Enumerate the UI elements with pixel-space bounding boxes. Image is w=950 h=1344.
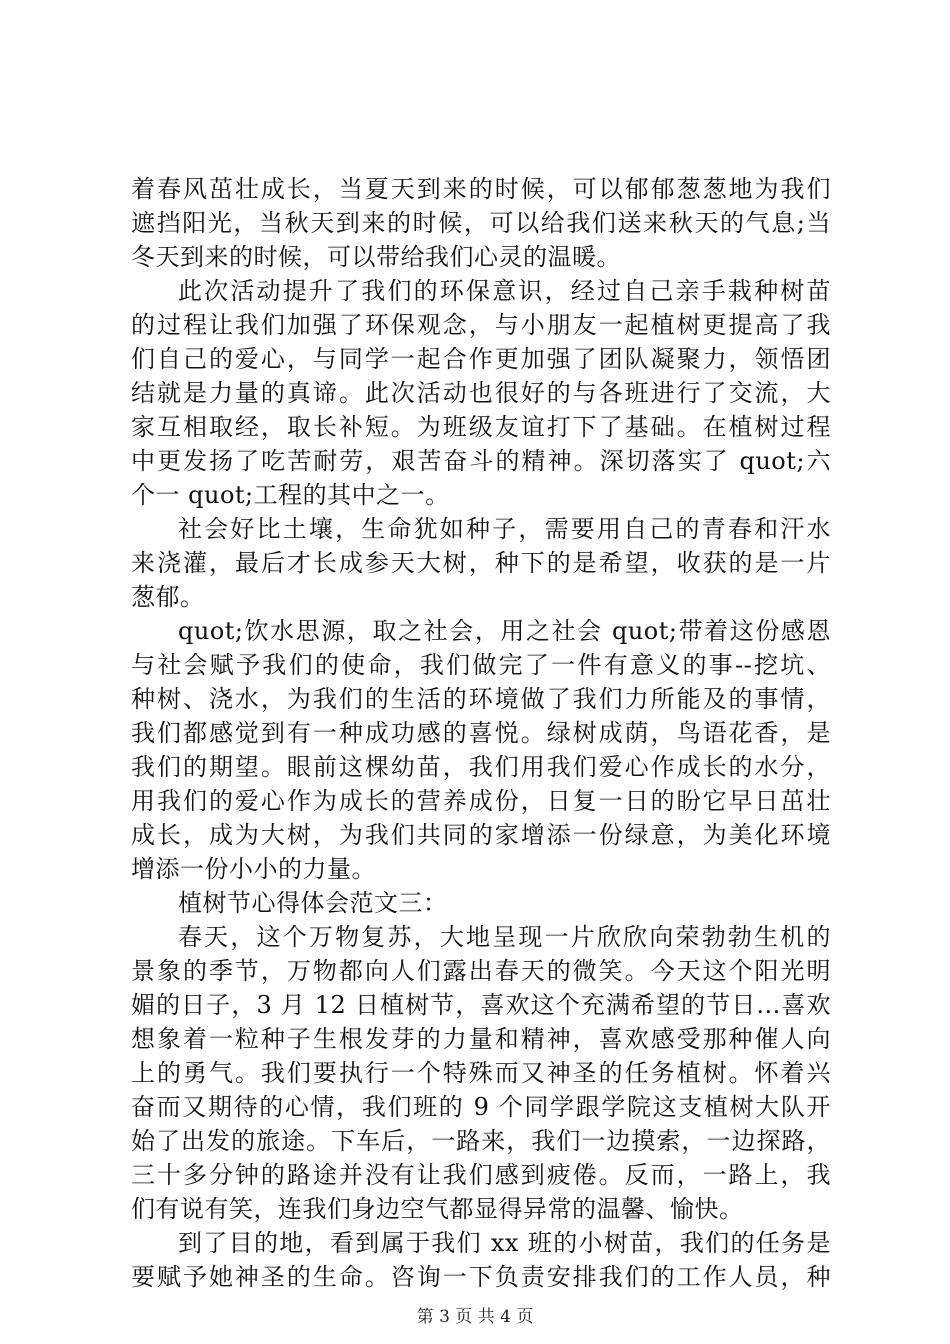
- paragraph-first-line: 此次活动提升了我们的环保意识，经过自己亲手栽种树苗: [178, 277, 831, 305]
- text-line: 用我们的爱心作为成长的营养成份，日复一日的盼它早日茁壮: [131, 787, 831, 815]
- section-heading: 植树节心得体会范文三：: [178, 889, 448, 917]
- page-footer: 第 3 页 共 4 页: [416, 1307, 534, 1327]
- text-line: 结就是力量的真谛。此次活动也很好的与各班进行了交流，大: [131, 379, 831, 407]
- text-line: 想象着一粒种子生根发芽的力量和精神，喜欢感受那种催人向: [131, 1025, 831, 1053]
- text-line: 景象的季节，万物都向人们露出春天的微笑。今天这个阳光明: [131, 957, 831, 985]
- text-line: 着春风茁壮成长，当夏天到来的时候，可以郁郁葱葱地为我们: [131, 175, 831, 203]
- text-line: 遮挡阳光，当秋天到来的时候，可以给我们送来秋天的气息;当: [131, 209, 831, 237]
- text-line: 的过程让我们加强了环保观念，与小朋友一起植树更提高了我: [131, 311, 831, 339]
- text-line: 增添一份小小的力量。: [131, 855, 376, 883]
- text-line: 与社会赋予我们的使命，我们做完了一件有意义的事--挖坑、: [131, 651, 831, 679]
- text-line: 们自己的爱心，与同学一起合作更加强了团队凝聚力，领悟团: [131, 345, 831, 373]
- text-line: 上的勇气。我们要执行一个特殊而又神圣的任务植树。怀着兴: [131, 1059, 831, 1087]
- paragraph-first-line: quot;饮水思源，取之社会，用之社会 quot;带着这份感恩: [178, 617, 831, 645]
- text-line: 中更发扬了吃苦耐劳，艰苦奋斗的精神。深切落实了 quot;六: [131, 447, 831, 475]
- text-line: 媚的日子，3 月 12 日植树节，喜欢这个充满希望的节日...喜欢: [131, 991, 831, 1019]
- paragraph-first-line: 社会好比土壤，生命犹如种子，需要用自己的青春和汗水: [178, 515, 831, 543]
- text-line: 来浇灌，最后才长成参天大树，种下的是希望，收获的是一片: [131, 549, 831, 577]
- text-line: 冬天到来的时候，可以带给我们心灵的温暖。: [131, 243, 621, 271]
- text-line: 要赋予她神圣的生命。咨询一下负责安排我们的工作人员，种: [131, 1263, 831, 1291]
- text-line: 个一 quot;工程的其中之一。: [131, 481, 450, 509]
- text-line: 三十多分钟的路途并没有让我们感到疲倦。反而，一路上，我: [131, 1161, 831, 1189]
- paragraph-first-line: 春天，这个万物复苏，大地呈现一片欣欣向荣勃勃生机的: [178, 923, 831, 951]
- text-line: 我们都感觉到有一种成功感的喜悦。绿树成荫，鸟语花香，是: [131, 719, 831, 747]
- text-line: 葱郁。: [131, 583, 205, 611]
- text-line: 始了出发的旅途。下车后，一路来，我们一边摸索，一边探路，: [131, 1127, 831, 1155]
- text-line: 们有说有笑，连我们身边空气都显得异常的温馨、愉快。: [131, 1195, 744, 1223]
- text-line: 我们的期望。眼前这棵幼苗，我们用我们爱心作成长的水分，: [131, 753, 831, 781]
- text-line: 奋而又期待的心情，我们班的 9 个同学跟学院这支植树大队开: [131, 1093, 831, 1121]
- text-line: 种树、浇水，为我们的生活的环境做了我们力所能及的事情，: [131, 685, 831, 713]
- text-line: 成长，成为大树，为我们共同的家增添一份绿意，为美化环境: [131, 821, 831, 849]
- paragraph-first-line: 到了目的地，看到属于我们 xx 班的小树苗，我们的任务是: [178, 1229, 831, 1257]
- text-line: 家互相取经，取长补短。为班级友谊打下了基础。在植树过程: [131, 413, 831, 441]
